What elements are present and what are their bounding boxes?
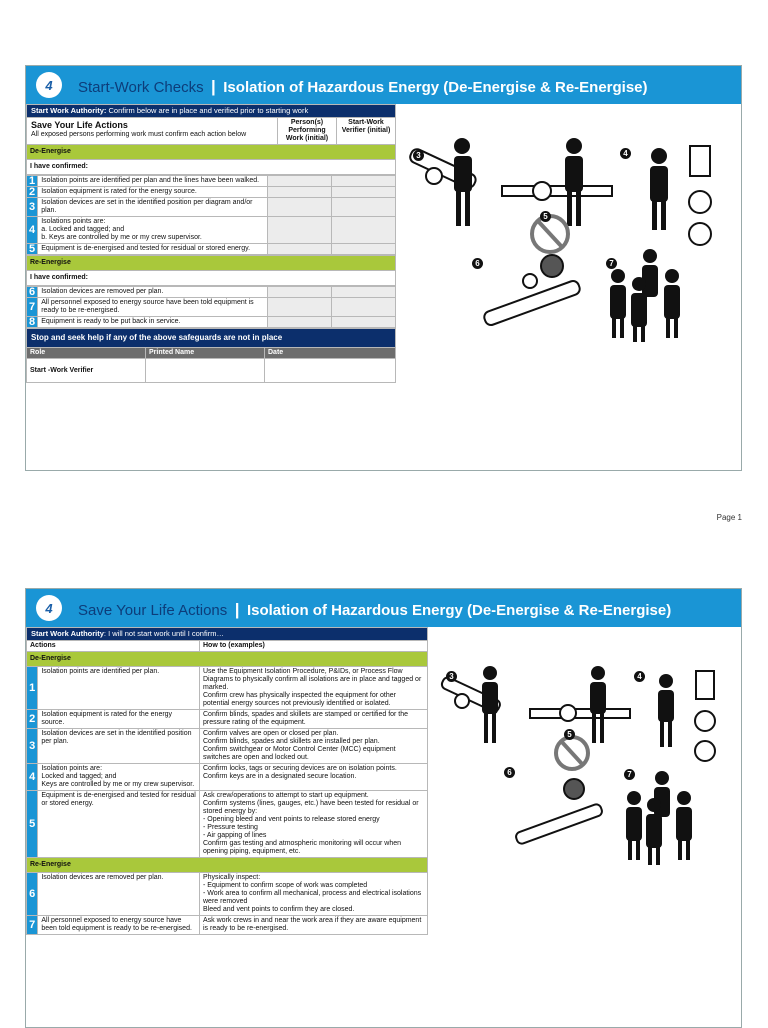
item-text: Isolation points are identified per plan and the lines have been walked. xyxy=(38,176,267,187)
action-text: Isolation points are: Locked and tagged; and Keys are controlled by me or my crew supervisor. xyxy=(38,764,200,791)
logo-icon: 4 xyxy=(36,595,62,621)
item-number: 1 xyxy=(27,176,38,187)
date-field[interactable] xyxy=(265,359,396,383)
action-row xyxy=(27,764,428,791)
how-to-text: Confirm blinds, spades and skillets are stamped or certified for the pressure rating of the equipment. xyxy=(200,710,428,729)
callout-5: 5 xyxy=(540,211,551,222)
action-text: Isolation devices are removed per plan. xyxy=(38,873,200,916)
page2-title: Save Your Life Actions | Isolation of Hazardous Energy (De-Energise & Re-Energise) xyxy=(78,600,672,619)
item-number: 4 xyxy=(27,764,38,791)
page2-main-title: Isolation of Hazardous Energy (De-Energise & Re-Energise) xyxy=(246,602,672,619)
start-work-authority: Start Work Authority: Confirm below are in place and verified prior to starting work xyxy=(27,105,396,118)
callout-7: 7 xyxy=(624,769,635,780)
item-number: 5 xyxy=(27,244,38,255)
de-energise-band-2: De-Energise xyxy=(27,652,428,667)
verifier-initial-field[interactable] xyxy=(331,244,395,255)
item-text: Equipment is ready to be put back in service. xyxy=(38,317,267,328)
col-verifier: Start-Work Verifier (initial) xyxy=(337,118,396,145)
action-text: Isolation equipment is rated for the energy source. xyxy=(38,710,200,729)
item-number: 6 xyxy=(27,287,38,298)
action-row xyxy=(27,710,428,729)
person-initial-field[interactable] xyxy=(267,244,331,255)
checklist-row xyxy=(27,187,396,198)
verifier-initial-field[interactable] xyxy=(331,217,395,244)
how-to-text: Ask work crews in and near the work area if they are aware equipment is ready to be re-energised. xyxy=(200,916,428,935)
safety-illustration-2 xyxy=(434,633,738,873)
verifier-initial-field[interactable] xyxy=(331,187,395,198)
page1-items-de xyxy=(26,175,396,255)
item-number: 4 xyxy=(27,217,38,244)
action-row xyxy=(27,873,428,916)
callout-7: 7 xyxy=(606,258,617,269)
person-initial-field[interactable] xyxy=(267,317,331,328)
page1-re-header: Re-Energise I have confirmed: xyxy=(26,255,396,286)
re-energise-band: Re-Energise xyxy=(27,256,396,271)
item-text: Isolations points are: a. Locked and tagged; and b. Keys are controlled by me or my crew supervisor. xyxy=(38,217,267,244)
action-row xyxy=(27,667,428,710)
item-number: 7 xyxy=(27,298,38,317)
person-initial-field[interactable] xyxy=(267,176,331,187)
page1-main-title: Isolation of Hazardous Energy (De-Energise & Re-Energise) xyxy=(223,79,648,96)
callout-3: 3 xyxy=(413,150,424,161)
page2-header xyxy=(26,589,741,627)
worker-gauge-illustration xyxy=(483,255,582,327)
verifier-initial-field[interactable] xyxy=(331,317,395,328)
start-work-authority-2: Start Work Authority: I will not start work until I confirm… xyxy=(27,628,428,641)
checklist-row xyxy=(27,317,396,328)
stop-banner: Stop and seek help if any of the above safeguards are not in place xyxy=(27,329,396,348)
page2-subtitle: Save Your Life Actions xyxy=(78,602,228,619)
how-to-text: Use the Equipment Isolation Procedure, P&IDs, or Process Flow Diagrams to physically confirm all isolations are in place and tagged or marked. Confirm crew has physically inspected the equipment for other potential energy sources not previously identified or isolated. xyxy=(200,667,428,710)
callout-3: 3 xyxy=(446,671,457,682)
item-text: Isolation equipment is rated for the energy source. xyxy=(38,187,267,198)
item-number: 8 xyxy=(27,317,38,328)
callout-5: 5 xyxy=(564,729,575,740)
page1-card xyxy=(25,65,742,471)
callout-4: 4 xyxy=(620,148,631,159)
callout-6: 6 xyxy=(472,258,483,269)
callout-6: 6 xyxy=(504,767,515,778)
item-number: 3 xyxy=(27,729,38,764)
person-initial-field[interactable] xyxy=(267,217,331,244)
sylr-heading-cell: Save Your Life Actions All exposed persons performing work must confirm each action below xyxy=(27,118,278,145)
worker-electrical-illustration xyxy=(650,146,711,245)
action-row xyxy=(27,916,428,935)
item-text: Equipment is de-energised and tested for residual or stored energy. xyxy=(38,244,267,255)
de-energise-band: De-Energise xyxy=(27,145,396,160)
how-to-text: Confirm valves are open or closed per plan. Confirm blinds, spades and skillets are installed per plan. Confirm switchgear or Motor Control Center (MCC) equipment switches are open and locked out. xyxy=(200,729,428,764)
how-to-text: Confirm locks, tags or securing devices are on isolation points. Confirm keys are in a designated secure location. xyxy=(200,764,428,791)
callout-4: 4 xyxy=(634,671,645,682)
verifier-initial-field[interactable] xyxy=(331,287,395,298)
item-number: 3 xyxy=(27,198,38,217)
checklist-row xyxy=(27,198,396,217)
item-number: 5 xyxy=(27,791,38,858)
person-initial-field[interactable] xyxy=(267,198,331,217)
item-text: Isolation devices are removed per plan. xyxy=(38,287,267,298)
action-text: Equipment is de-energised and tested for residual or stored energy. xyxy=(38,791,200,858)
item-text: Isolation devices are set in the identified position per diagram and/or plan. xyxy=(38,198,267,217)
page1-title: Start-Work Checks | Isolation of Hazardous Energy (De-Energise & Re-Energise) xyxy=(78,77,648,96)
col-person: Person(s) Performing Work (initial) xyxy=(278,118,337,145)
how-to-text: Physically inspect: - Equipment to confirm scope of work was completed - Work area to confirm all mechanical, process and electrical isolations were removed Bleed and vent points to confirm they are closed. xyxy=(200,873,428,916)
item-text: All personnel exposed to energy source have been told equipment is ready to be re-energised. xyxy=(38,298,267,317)
page1-checklist-table: Start Work Authority: Confirm below are in place and verified prior to starting work Save Your Life Actions All exposed persons performing work must confirm each action below Person(s) Performing Work (initial) Start-Work Verifier (initial) De-Energise I have confirmed: xyxy=(26,104,396,175)
how-to-text: Ask crew/operations to attempt to start up equipment. Confirm systems (lines, gauges, etc.) have been tested for residual or stored energy by: - Opening bleed and vent points to release stored energy - Pressure testing - Air gapping of lines Confirm gas testing and atmospheric monitoring will occur when opening piping, equipment, etc. xyxy=(200,791,428,858)
page1-items-re xyxy=(26,286,396,328)
worker-pipe-illustration xyxy=(502,138,612,252)
verifier-initial-field[interactable] xyxy=(331,198,395,217)
logo-icon: 4 xyxy=(36,72,62,98)
checklist-row xyxy=(27,244,396,255)
action-row xyxy=(27,791,428,858)
verifier-initial-field[interactable] xyxy=(331,298,395,317)
person-initial-field[interactable] xyxy=(267,187,331,198)
item-number: 6 xyxy=(27,873,38,916)
checklist-row xyxy=(27,287,396,298)
page-number: Page 1 xyxy=(716,513,742,522)
item-number: 2 xyxy=(27,710,38,729)
verifier-initial-field[interactable] xyxy=(331,176,395,187)
re-energise-band-2: Re-Energise xyxy=(27,858,428,873)
checklist-row xyxy=(27,217,396,244)
action-text: Isolation points are identified per plan. xyxy=(38,667,200,710)
page1-subtitle: Start-Work Checks xyxy=(78,79,204,96)
worker-group-illustration xyxy=(610,249,680,342)
person-initial-field[interactable] xyxy=(267,298,331,317)
checklist-row xyxy=(27,298,396,317)
checklist-row xyxy=(27,176,396,187)
page2-card xyxy=(25,588,742,1028)
item-number: 2 xyxy=(27,187,38,198)
safety-illustration xyxy=(402,106,738,346)
action-text: Isolation devices are set in the identified position per plan. xyxy=(38,729,200,764)
item-number: 7 xyxy=(27,916,38,935)
page1-header xyxy=(26,66,741,104)
action-text: All personnel exposed to energy source have been told equipment is ready to be re-energised. xyxy=(38,916,200,935)
page2-actions-table: Start Work Authority: I will not start work until I confirm… Actions How to (examples) De-Energise 1 Isolation points are identified per plan. Use the Equipment Isolation Procedure, P&IDs, or Process Flow Diagrams to physically confirm all isolations are in place and tagged or marked. Confirm crew has physically inspected the equipment for other potential energy sources not previously identified or isolated. 2 Isolation equipment is rated for the energy source. Confirm blinds, spades and skillets are stamped or certified for the pressure rating of the equipment. 3 Isolation devices are set in the identified position per plan. Confirm valves are open or closed per plan. Confirm blinds, spades and skillets are installed per plan. Confirm switchgear or Motor Control Center (MCC) equipment switches are open and locked out. 4 Isolation points are: Locked and tagged; and Keys are controlled by me or my crew supervisor. Confirm locks, tags or securing devices are on isolation points. Confirm keys are in a designated secure location. 5 Equipment is de-energised and tested for residual or stored energy. Ask crew/operations to attempt to start up equipment. Confirm systems (lines, gauges, etc.) have been tested for residual or stored energy by: - Opening bleed and vent points to release stored energy - Pressure testing - Air gapping of lines Confirm gas testing and atmospheric monitoring will occur when opening piping, equipment, etc. Re-Energise 6 Isolation devices are removed per plan. Physically inspect: - Equipment to confirm scope of work was completed - Work area to confirm all mechanical, process and electrical isolations were removed Bleed and vent points to confirm they are closed. 7 All personnel exposed to energy source have been told equipment is ready to be re-energised. Ask work crews in and near the work area if they are aware equipment is ready to be re-energised. xyxy=(26,627,428,935)
printed-name-field[interactable] xyxy=(146,359,265,383)
action-row xyxy=(27,729,428,764)
item-number: 1 xyxy=(27,667,38,710)
page1-stop-table: Stop and seek help if any of the above safeguards are not in place Role Printed Name Date Start -Work Verifier xyxy=(26,328,396,383)
person-initial-field[interactable] xyxy=(267,287,331,298)
